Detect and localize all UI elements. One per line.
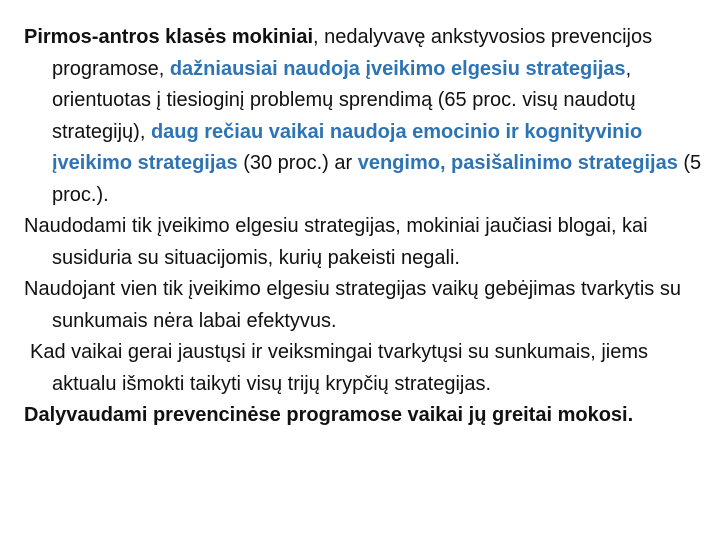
paragraph-strategies-summary — [24, 22, 704, 211]
paragraph-three-directions — [24, 337, 704, 400]
body-text: , nedalyvavę ankstyvosios prevencijos programose, — [52, 26, 653, 80]
body-text: , orientuotas į tiesioginį problemų sprendimą (65 proc. visų naudotų strategijų), — [52, 57, 636, 143]
slide-body — [24, 22, 704, 432]
body-text: Kad vaikai gerai jaustųsi ir veiksmingai tvarkytųsi su sunkumais, jiems aktualu išmokti taikyti visų trijų krypčių strategijas. — [30, 341, 649, 395]
paragraph-conclusion — [24, 400, 704, 432]
body-text: (30 proc.) ar — [237, 152, 358, 174]
body-text: Naudodami tik įveikimo elgesiu strategijas, mokiniai jaučiasi blogai, kai susiduria su situacijomis, kurių pakeisti negali. — [24, 215, 648, 269]
conclusion-text: Dalyvaudami prevencinėse programose vaikai jų greitai mokosi. — [24, 404, 634, 426]
highlight-emotional-cognitive-coping: daug rečiau vaikai naudoja emocinio ir kognityvinio įveikimo strategijas — [52, 120, 643, 174]
subject-text: Pirmos-antros klasės mokiniai — [24, 26, 314, 48]
body-text: (5 proc.). — [52, 152, 702, 206]
body-text: Naudojant vien tik įveikimo elgesiu strategijas vaikų gebėjimas tvarkytis su sunkumais nėra labai efektyvus. — [24, 278, 681, 332]
paragraph-feeling-bad — [24, 211, 704, 274]
highlight-behavioral-coping: dažniausiai naudoja įveikimo elgesiu strategijas — [169, 57, 626, 80]
highlight-avoidance-coping: vengimo, pasišalinimo strategijas — [357, 152, 678, 174]
paragraph-effectiveness — [24, 274, 704, 337]
